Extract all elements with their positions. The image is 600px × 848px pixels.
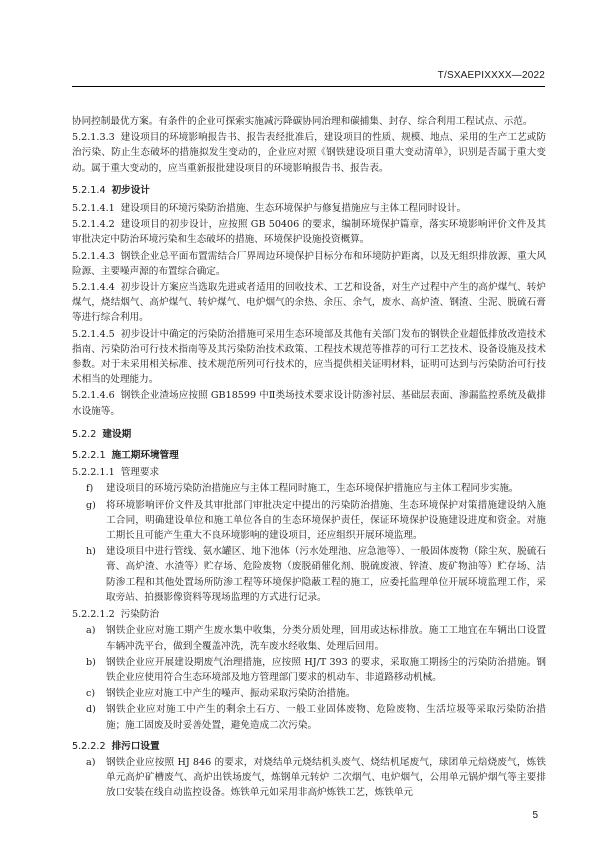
list-label: a) (86, 625, 96, 637)
clause-5-2-1-4-4 (72, 280, 546, 326)
list-text: 钢铁企业应对施工中产生的剩余土石方、一般工业固体废物、危险废物、生活垃圾等采取污染防治措施；施工固废及时妥善处置，避免造成二次污染。 (106, 704, 546, 731)
clause-5-2-1-4-6 (72, 388, 546, 418)
list-item (72, 481, 546, 496)
heading-number: 5.2.2 (72, 428, 97, 440)
list-item (72, 623, 546, 653)
list-label: a) (86, 756, 96, 768)
heading-title: 建设期 (102, 428, 132, 440)
clause-number: 5.2.1.4.4 (72, 282, 115, 294)
list-label: g) (86, 499, 96, 511)
clause-number: 5.2.1.4.5 (72, 328, 115, 340)
clause-5-2-1-4-2 (72, 217, 546, 247)
list-label: b) (86, 656, 96, 668)
list-text: 钢铁企业应开展建设期废气治理措施，应按照 HJ/T 393 的要求，采取施工期扬尘的污染防治措施。钢铁企业应使用符合生态环境部及地方管理部门要求的机动车、非道路移动机械。 (106, 656, 546, 683)
header-rule (72, 86, 545, 87)
list-text: 建设项目的环境污染防治措施应与主体工程同时施工，生态环境保护措施应与主体工程同步实施。 (106, 483, 519, 495)
heading-number: 5.2.2.1 (72, 450, 106, 462)
heading-5-2-1-4 (72, 183, 546, 198)
doc-code-header: T/SXAEPIXXXX—2022 (437, 70, 545, 81)
list-item (72, 655, 546, 685)
heading-title: 初步设计 (111, 184, 150, 196)
clause-5-2-1-4-3 (72, 249, 546, 279)
list-item (72, 498, 546, 544)
subclause-5-2-2-1-2 (72, 607, 546, 622)
clause-number: 5.2.1.4.3 (72, 250, 115, 262)
clause-number: 5.2.1.4.2 (72, 219, 115, 231)
list-item (72, 755, 546, 801)
clause-text: 初步设计方案应当选取先进或者适用的回收技术、工艺和设备，对生产过程中产生的高炉煤气、转炉煤气，烧结烟气、高炉煤气、转炉煤气、电炉烟气的余热、余压、余气，废水、高炉渣、钢渣、尘泥、脱硫石膏等进行综合利用。 (72, 282, 546, 324)
clause-5-2-1-4-5 (72, 327, 546, 388)
continuation-paragraph: 协同控制最优方案。有条件的企业可探索实施减污降碳协同治理和碳捕集、封存、综合利用工程试点、示范。 (72, 116, 533, 127)
list-item (72, 544, 546, 605)
clause-5-2-1-3-3 (72, 130, 546, 176)
subclause-number: 5.2.2.1.2 (72, 609, 115, 621)
heading-5-2-2 (72, 427, 546, 442)
list-text: 将环境影响评价文件及其审批部门审批决定中提出的污染防治措施、生态环境保护对策措施建设纳入施工合同，明确建设单位和施工单位各自的生态环境保护责任，保证环境保护设施建设进度和资金。对施工期长且可能产生重大不良环境影响的建设项目，还应组织开展环境监理。 (106, 499, 546, 542)
clause-text: 初步设计中确定的污染防治措施可采用生态环境部及其他有关部门发布的钢铁企业超低排放改造技术指南、污染防治可行技术指南等及其污染防治技术政策、工程技术规范等推荐的可行工艺技术、设备设施及技术参数。对于未采用相关标准、技术规范所列可行技术的，应当提供相关证明材料，证明可达到与污染防治可行技术相当的处理能力。 (72, 328, 546, 386)
clause-number: 5.2.1.4.6 (72, 390, 115, 402)
clause-number: 5.2.1.4.1 (72, 203, 115, 215)
clause-text: 钢铁企业总平面布置需结合厂界周边环境保护目标分布和环境防护距离，以及无组织排放源、重大风险源、主要噪声源的布置综合确定。 (72, 250, 546, 277)
page-number: 5 (532, 810, 538, 821)
clause-text: 建设项目的环境影响报告书、报告表经批准后，建设项目的性质、规模、地点、采用的生产工艺或防治污染、防止生态破坏的措施拟发生变动的，企业应对照《钢铁建设项目重大变动清单》，识别是否属于重大变动。属于重大变动的，应当重新报批建设项目的环境影响报告书、报告表。 (72, 132, 546, 174)
clause-number: 5.2.1.3.3 (72, 132, 115, 144)
clause-text: 建设项目的初步设计，应按照 GB 50406 的要求，编制环境保护篇章，落实环境影响评价文件及其审批决定中防治环境污染和生态破坏的措施、环境保护设施投资概算。 (72, 219, 546, 246)
list-text: 建设项目中进行管线、氨水罐区、地下池体（污水处理池、应急池等）、一般固体废物（除尘灰、脱硫石膏、高炉渣、水渣等）贮存场、危险废物（废脱硝催化剂、脱硫废液、锌渣、废矿物油等）贮存场、洁防渗工程和其他处置场所防渗工程等环境保护隐蔽工程的施工，应委托监理单位开展环境监理工作，采取旁站、拍摄影像资料等现场监理的方式进行记录。 (106, 546, 546, 603)
list-label: f) (86, 483, 94, 495)
list-label: c) (86, 688, 96, 700)
heading-number: 5.2.1.4 (72, 184, 106, 196)
heading-5-2-2-1 (72, 448, 546, 463)
list-item (72, 686, 546, 701)
heading-title: 施工期环境管理 (111, 450, 179, 462)
list-text: 钢铁企业应对施工期产生废水集中收集，分类分质处理，回用或达标排放。施工工地宜在车辆出口设置车辆冲洗平台，做到全覆盖冲洗，洗车废水经收集、处理后回用。 (106, 625, 546, 652)
list-label: h) (86, 546, 96, 558)
clause-text: 建设项目的环境污染防治措施、生态环境保护与修复措施应与主体工程同时设计。 (120, 203, 467, 215)
body-content (72, 114, 546, 802)
subclause-number: 5.2.2.1.1 (72, 467, 115, 479)
subclause-title: 污染防治 (120, 609, 160, 621)
clause-text: 钢铁企业渣场应按照 GB18599 中Ⅱ类场技术要求设计防渗衬层、基础层表面、渗漏监控系统及截排水设施等。 (72, 390, 546, 417)
heading-5-2-2-2 (72, 739, 546, 754)
heading-title: 排污口设置 (111, 740, 160, 752)
list-item (72, 702, 546, 732)
heading-number: 5.2.2.2 (72, 740, 106, 752)
subclause-title: 管理要求 (120, 467, 160, 479)
clause-5-2-1-4-1 (72, 201, 546, 216)
subclause-5-2-2-1-1 (72, 465, 546, 480)
list-label: d) (86, 704, 96, 716)
list-text: 钢铁企业应对施工中产生的噪声、振动采取污染防治措施。 (106, 688, 356, 700)
list-text: 钢铁企业应按照 HJ 846 的要求，对烧结单元烧结机头废气、烧结机尾废气，球团单元焙烧废气，炼铁单元高炉矿槽废气、高炉出铁场废气，炼钢单元转炉 二次烟气、电炉烟气，公用单元锅炉烟气等主要排放口安装在线自动监控设备。炼铁单元如采用非高炉炼铁工艺，炼铁单元 (106, 756, 546, 799)
